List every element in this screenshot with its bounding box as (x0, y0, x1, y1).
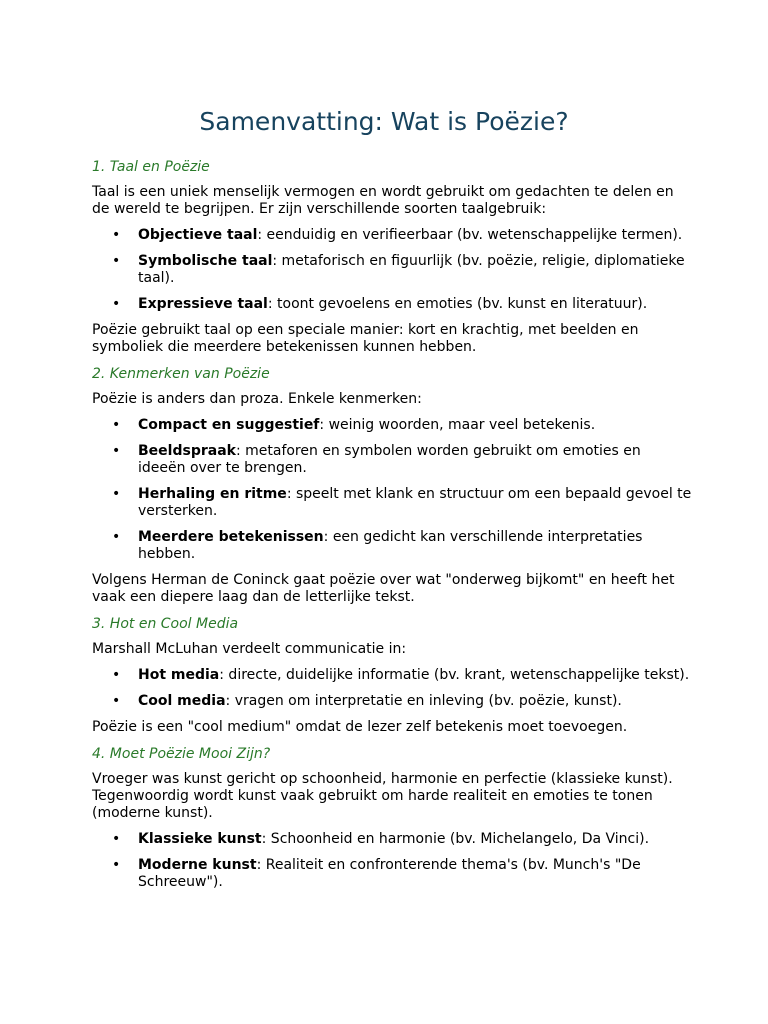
document-body (92, 158, 692, 900)
bullet-icon: • (112, 667, 121, 683)
list-item-term: Meerdere betekenissen (138, 529, 324, 545)
list-item (92, 831, 692, 848)
list-item (92, 253, 692, 287)
bullet-icon: • (112, 227, 121, 243)
list-item (92, 417, 692, 434)
section-conclusion: Volgens Herman de Coninck gaat poëzie over wat "onderweg bijkomt" en heeft het vaak een diepere laag dan de letterlijke tekst. (92, 572, 675, 605)
bullet-icon: • (112, 529, 121, 545)
bullet-icon: • (112, 486, 121, 502)
list-item-term: Cool media (138, 693, 226, 709)
bullet-list (92, 227, 692, 313)
list-item-term: Compact en suggestief (138, 417, 320, 433)
list-item-text: : speelt met klank en structuur om een bepaald gevoel te versterken. (138, 486, 692, 519)
bullet-icon: • (112, 693, 121, 709)
list-item-text: : Realiteit en confronterende thema's (bv. Munch's "De Schreeuw"). (138, 857, 641, 890)
section-intro: Vroeger was kunst gericht op schoonheid, harmonie en perfectie (klassieke kunst). Tegenwoordig wordt kunst vaak gebruikt om harde realiteit en emoties te tonen (moderne kunst). (92, 771, 673, 821)
page-title: Samenvatting: Wat is Poëzie? (199, 107, 569, 136)
list-item-text: : metaforisch en figuurlijk (bv. poëzie, religie, diplomatieke taal). (138, 253, 685, 286)
list-item (92, 227, 692, 244)
list-item-text: : eenduidig en verifieerbaar (bv. wetenschappelijke termen). (257, 227, 683, 243)
list-item (92, 857, 692, 891)
bullet-list (92, 417, 692, 563)
section-conclusion: Poëzie is een "cool medium" omdat de lezer zelf betekenis moet toevoegen. (92, 719, 628, 735)
list-item (92, 529, 692, 563)
list-item (92, 443, 692, 477)
list-item-term: Moderne kunst (138, 857, 257, 873)
list-item (92, 296, 692, 313)
bullet-icon: • (112, 296, 121, 312)
bullet-icon: • (112, 443, 121, 459)
list-item-term: Hot media (138, 667, 220, 683)
bullet-icon: • (112, 253, 121, 269)
list-item-term: Beeldspraak (138, 443, 236, 459)
list-item (92, 486, 692, 520)
list-item-term: Expressieve taal (138, 296, 268, 312)
bullet-list (92, 667, 692, 710)
list-item-text: : een gedicht kan verschillende interpretaties hebben. (138, 529, 643, 562)
list-item-text: : toont gevoelens en emoties (bv. kunst en literatuur). (267, 296, 648, 312)
list-item (92, 667, 692, 684)
section-intro: Taal is een uniek menselijk vermogen en wordt gebruikt om gedachten te delen en de wereld te begrijpen. Er zijn verschillende soorten taalgebruik: (92, 184, 674, 217)
section-heading: 3. Hot en Cool Media (92, 616, 239, 632)
section-intro: Poëzie is anders dan proza. Enkele kenmerken: (92, 391, 422, 407)
list-item-term: Herhaling en ritme (138, 486, 287, 502)
list-item (92, 693, 692, 710)
bullet-list (92, 831, 692, 891)
list-item-text: : vragen om interpretatie en inleving (bv. poëzie, kunst). (225, 693, 622, 709)
list-item-term: Klassieke kunst (138, 831, 262, 847)
list-item-text: : metaforen en symbolen worden gebruikt om emoties en ideeën over te brengen. (138, 443, 641, 476)
list-item-term: Objectieve taal (138, 227, 258, 243)
bullet-icon: • (112, 831, 121, 847)
bullet-icon: • (112, 417, 121, 433)
section-conclusion: Poëzie gebruikt taal op een speciale manier: kort en krachtig, met beelden en symboliek die meerdere betekenissen kunnen hebben. (92, 322, 639, 355)
list-item-text: : directe, duidelijke informatie (bv. krant, wetenschappelijke tekst). (219, 667, 690, 683)
section-heading: 2. Kenmerken van Poëzie (92, 366, 270, 382)
bullet-icon: • (112, 857, 121, 873)
section-heading: 4. Moet Poëzie Mooi Zijn? (92, 746, 271, 762)
section-intro: Marshall McLuhan verdeelt communicatie in: (92, 641, 407, 657)
list-item-text: : Schoonheid en harmonie (bv. Michelangelo, Da Vinci). (261, 831, 650, 847)
section-heading: 1. Taal en Poëzie (92, 159, 210, 175)
list-item-term: Symbolische taal (138, 253, 273, 269)
list-item-text: : weinig woorden, maar veel betekenis. (319, 417, 596, 433)
